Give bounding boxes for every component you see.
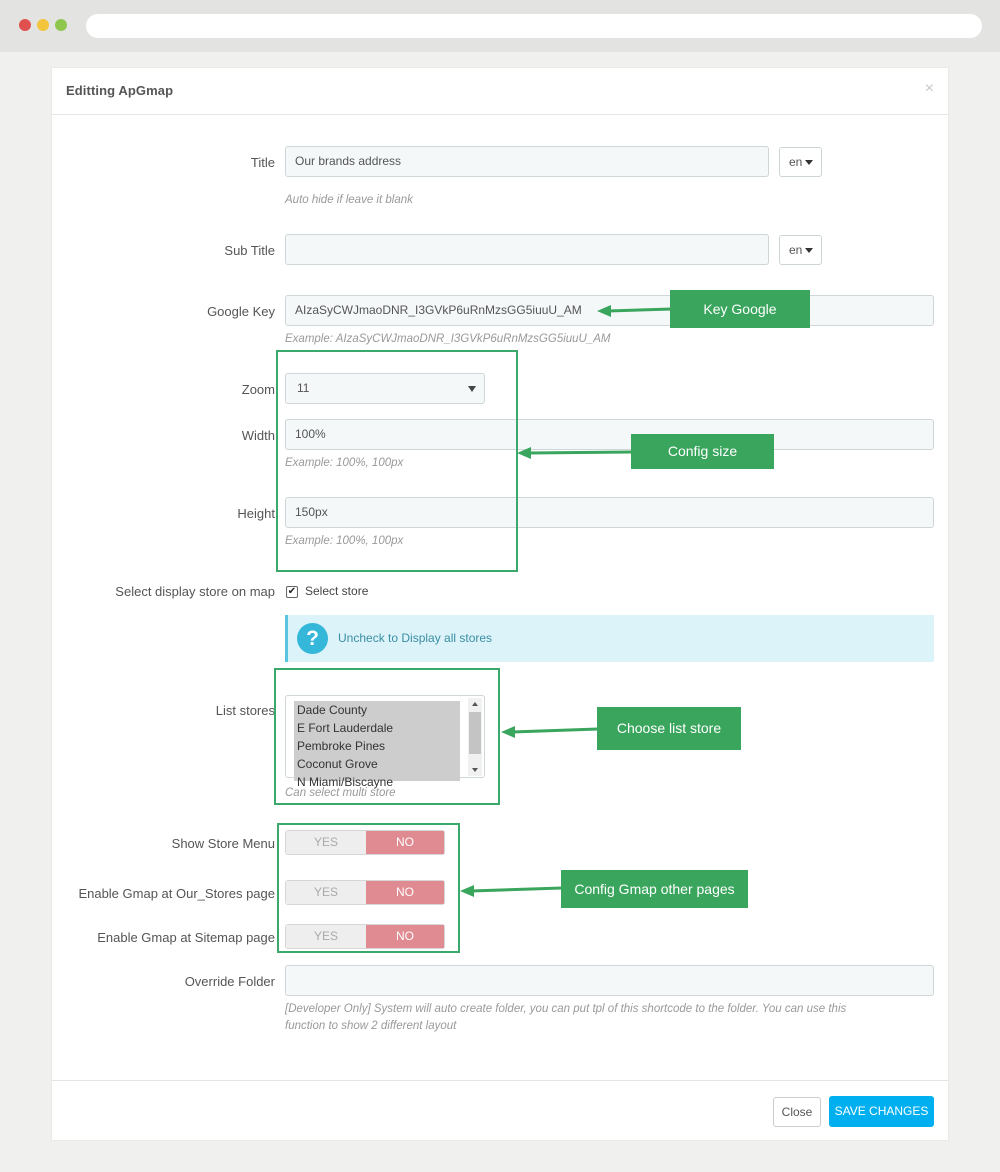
select-store-label: Select display store on map bbox=[115, 584, 275, 599]
key-google-arrowhead bbox=[597, 305, 611, 317]
key-google-callout: Key Google bbox=[670, 290, 810, 328]
config-gmap-pages-callout: Config Gmap other pages bbox=[561, 870, 748, 908]
list-store-arrowhead bbox=[501, 726, 515, 738]
show-store-menu-label: Show Store Menu bbox=[171, 836, 275, 851]
config-size-arrow-line bbox=[528, 452, 632, 453]
google-key-input[interactable]: AIzaSyCWJmaoDNR_I3GVkP6uRnMzsGG5iuuU_AM bbox=[285, 295, 934, 326]
toggle-no[interactable]: NO bbox=[366, 881, 444, 904]
zoom-value: 11 bbox=[297, 381, 310, 395]
toggle-yes[interactable]: YES bbox=[286, 925, 366, 948]
title-input[interactable]: Our brands address bbox=[285, 146, 769, 177]
question-icon: ? bbox=[297, 623, 328, 654]
list-store-arrow-line bbox=[512, 729, 598, 732]
title-label: Title bbox=[250, 155, 275, 170]
choose-list-store-callout: Choose list store bbox=[597, 707, 741, 750]
list-item[interactable]: Coconut Grove bbox=[297, 757, 378, 771]
toggle-no[interactable]: NO bbox=[366, 925, 444, 948]
list-item[interactable]: Dade County bbox=[297, 703, 368, 717]
list-item[interactable]: E Fort Lauderdale bbox=[297, 721, 394, 735]
subtitle-lang-label: en bbox=[789, 243, 803, 257]
select-store-checkbox-label[interactable]: Select store bbox=[305, 584, 369, 598]
save-changes-button[interactable]: SAVE CHANGES bbox=[829, 1096, 934, 1127]
height-input[interactable]: 150px bbox=[285, 497, 934, 528]
zoom-label: Zoom bbox=[241, 382, 275, 397]
list-stores-help: Can select multi store bbox=[285, 787, 396, 799]
enable-sitemap-label: Enable Gmap at Sitemap page bbox=[97, 930, 275, 945]
width-label: Width bbox=[241, 428, 275, 443]
toggle-yes[interactable]: YES bbox=[286, 831, 366, 854]
override-folder-help-line2: function to show 2 different layout bbox=[285, 1020, 457, 1032]
width-help: Example: 100%, 100px bbox=[285, 457, 404, 469]
google-key-help: Example: AIzaSyCWJmaoDNR_I3GVkP6uRnMzsGG5iuuU_AM bbox=[285, 333, 611, 345]
override-folder-help-line1: [Developer Only] System will auto create folder, you can put tpl of this shortcode to the folder. You can use this bbox=[285, 1003, 847, 1015]
title-help: Auto hide if leave it blank bbox=[285, 194, 413, 206]
enable-our-stores-label: Enable Gmap at Our_Stores page bbox=[78, 886, 275, 901]
google-key-label: Google Key bbox=[207, 304, 275, 319]
override-folder-label: Override Folder bbox=[184, 974, 275, 989]
close-button[interactable]: Close bbox=[773, 1097, 821, 1127]
config-size-callout: Config size bbox=[631, 434, 774, 469]
title-lang-label: en bbox=[789, 155, 803, 169]
width-input[interactable]: 100% bbox=[285, 419, 934, 450]
list-item[interactable]: Pembroke Pines bbox=[297, 739, 386, 753]
gmap-pages-arrowhead bbox=[460, 885, 474, 897]
config-size-arrowhead bbox=[517, 447, 531, 459]
toggle-yes[interactable]: YES bbox=[286, 881, 366, 904]
list-stores-label: List stores bbox=[215, 703, 275, 718]
list-item[interactable]: N Miami/Biscayne bbox=[297, 775, 394, 789]
gmap-pages-arrow-line bbox=[471, 888, 562, 891]
modal-title: Editting ApGmap bbox=[66, 83, 174, 98]
height-help: Example: 100%, 100px bbox=[285, 535, 404, 547]
subtitle-label: Sub Title bbox=[224, 243, 275, 258]
close-icon[interactable]: × bbox=[924, 80, 934, 97]
select-store-checkbox[interactable]: ✔ bbox=[287, 586, 297, 597]
toggle-no[interactable]: NO bbox=[366, 831, 444, 854]
height-label: Height bbox=[237, 506, 275, 521]
key-google-arrow-line bbox=[608, 309, 672, 311]
info-text: Uncheck to Display all stores bbox=[338, 631, 493, 645]
